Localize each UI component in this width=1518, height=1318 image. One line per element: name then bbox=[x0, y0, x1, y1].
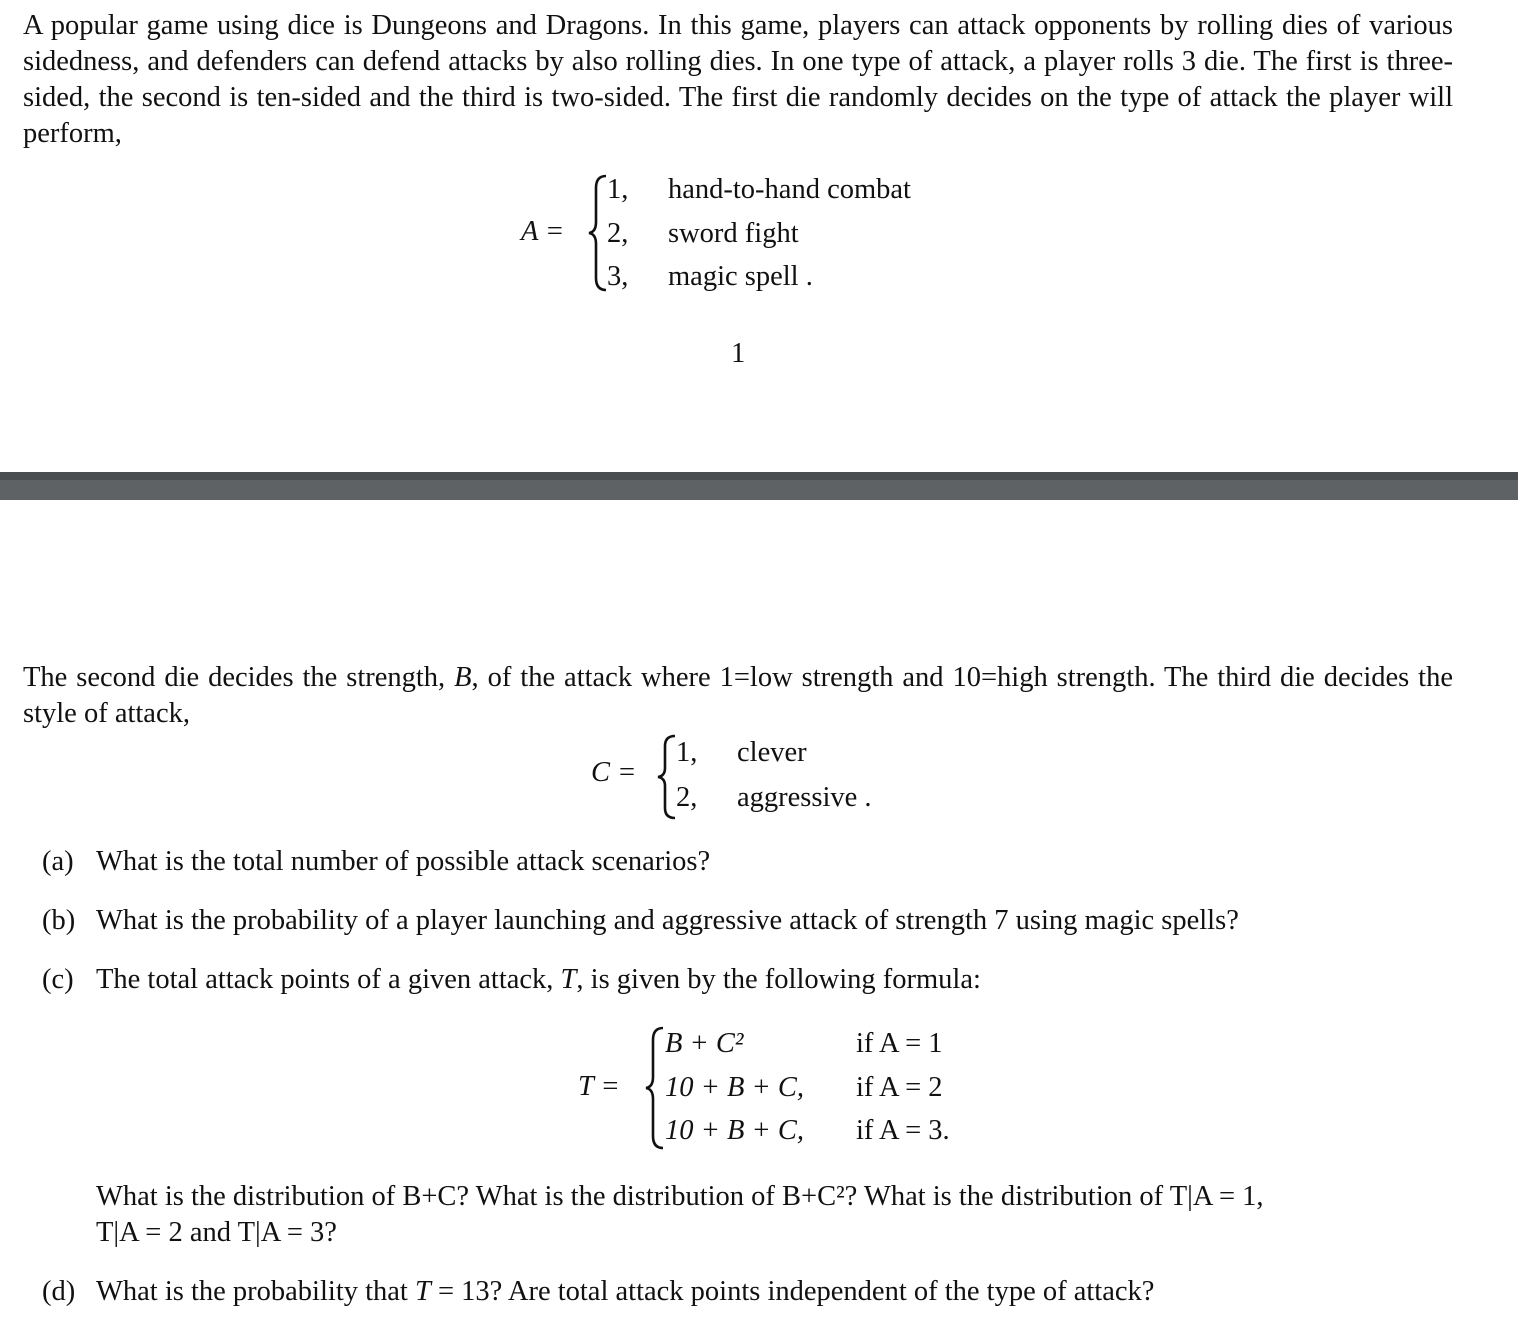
case-condition: if A = 1 bbox=[856, 1028, 943, 1059]
case-value: 1, bbox=[676, 737, 698, 768]
followup-text-line2: T|A = 2 and T|A = 3? bbox=[96, 1217, 337, 1248]
case-condition: if A = 3. bbox=[856, 1115, 950, 1146]
question-text: What is the probability of a player launching and aggressive attack of strength 7 using magic spells? bbox=[96, 905, 1239, 936]
case-value: 3, bbox=[607, 261, 629, 292]
question-text: What is the total number of possible attack scenarios? bbox=[96, 846, 711, 877]
case-value: 2, bbox=[676, 782, 698, 813]
equation-T-lhs: T = bbox=[578, 1071, 620, 1102]
case-expression: 10 + B + C, bbox=[665, 1115, 805, 1146]
case-expression: B + C² bbox=[665, 1028, 744, 1059]
equation-C-lhs: C = bbox=[591, 757, 637, 788]
left-brace-icon bbox=[643, 1026, 665, 1150]
case-condition: if A = 2 bbox=[856, 1072, 943, 1103]
question-label: (a) bbox=[42, 846, 74, 877]
left-brace-icon bbox=[586, 174, 608, 292]
document-page-2 bbox=[0, 500, 1518, 1318]
style-intro-paragraph: The second die decides the strength, B, of the attack where 1=low strength and 10=high strength. The third die decides the style of attack, bbox=[23, 662, 1453, 729]
page-number: 1 bbox=[731, 338, 746, 369]
followup-text-line1: What is the distribution of B+C? What is the distribution of B+C²? What is the distribution of T|A = 1, bbox=[96, 1181, 1264, 1212]
question-label: (d) bbox=[42, 1276, 76, 1307]
intro-paragraph: A popular game using dice is Dungeons and Dragons. In this game, players can attack opponents by rolling dies of various sidedness, and defenders can defend attacks by also rolling dies. In one type of attack, a player rolls 3 die. The first is three-sided, the second is ten-sided and the third is two-sided. The first die randomly decides on the type of attack the player will perform, bbox=[23, 10, 1453, 149]
page-break-divider bbox=[0, 472, 1518, 500]
case-expression: 10 + B + C, bbox=[665, 1072, 805, 1103]
question-label: (c) bbox=[42, 964, 74, 995]
case-value: 2, bbox=[607, 218, 629, 249]
question-label: (b) bbox=[42, 905, 76, 936]
document-page-1 bbox=[0, 0, 1518, 472]
case-label: clever bbox=[737, 737, 807, 768]
question-text: The total attack points of a given attack, T, is given by the following formula: bbox=[96, 964, 981, 995]
case-label: magic spell . bbox=[668, 261, 813, 292]
case-label: aggressive . bbox=[737, 782, 872, 813]
case-label: hand-to-hand combat bbox=[668, 174, 911, 205]
case-value: 1, bbox=[607, 174, 629, 205]
left-brace-icon bbox=[655, 734, 677, 820]
case-label: sword fight bbox=[668, 218, 799, 249]
equation-A-lhs: A = bbox=[521, 216, 565, 247]
question-text: What is the probability that T = 13? Are total attack points independent of the type of attack? bbox=[96, 1276, 1155, 1307]
